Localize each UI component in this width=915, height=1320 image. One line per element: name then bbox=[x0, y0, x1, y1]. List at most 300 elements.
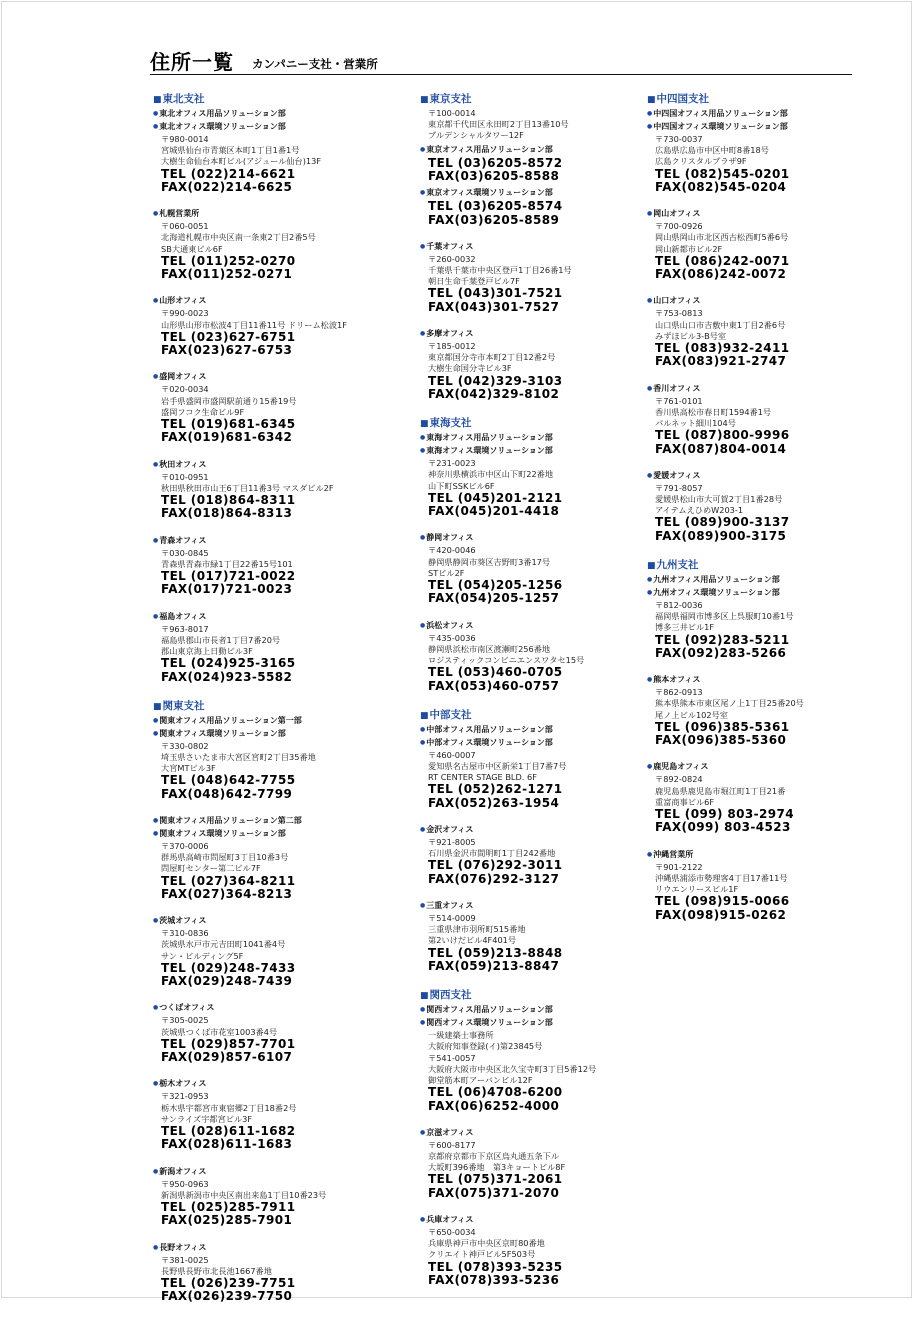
address-line: 〒753-0813 bbox=[655, 308, 703, 319]
office-entry bbox=[647, 108, 885, 194]
office-details bbox=[420, 750, 658, 810]
fax-number: FAX(054)205-1257 bbox=[428, 591, 560, 606]
address-line: 秋田県秋田市山王6丁目11番3号 マスダビル2F bbox=[161, 482, 334, 493]
address-line: 重富商事ビル6F bbox=[655, 796, 715, 807]
office-entry bbox=[420, 241, 658, 314]
address-line: 大阪府大阪市中央区北久宝寺町3丁目5番12号 bbox=[428, 1063, 597, 1074]
office-entry bbox=[420, 432, 658, 518]
address-line: 問屋町センター第二ビル7F bbox=[161, 863, 261, 874]
tel-number: TEL (048)642-7755 bbox=[161, 773, 296, 788]
office-name: ● 関東オフィス用品ソリューション第一部 bbox=[153, 715, 391, 728]
address-line: アイテムえひめW203-1 bbox=[655, 505, 744, 516]
tel-number: TEL (029)857-7701 bbox=[161, 1036, 296, 1051]
address-line: 〒321-0953 bbox=[161, 1091, 209, 1102]
office-name: ● 中四国オフィス環境ソリューション部 bbox=[647, 121, 885, 134]
office-name: ● 関東オフィス環境ソリューション部 bbox=[153, 728, 391, 741]
office-name: ● 中部オフィス環境ソリューション部 bbox=[420, 737, 658, 750]
fax-number: FAX(083)921-2747 bbox=[655, 354, 787, 369]
office-details bbox=[153, 1015, 391, 1064]
address-line: 〒185-0012 bbox=[428, 341, 476, 351]
tel-number: TEL (086)242-0071 bbox=[655, 253, 790, 268]
tel-number: TEL (083)932-2411 bbox=[655, 341, 790, 356]
tel-number: TEL (022)214-6621 bbox=[161, 166, 296, 181]
address-line: 〒305-0025 bbox=[161, 1015, 209, 1026]
office-entry bbox=[420, 724, 658, 810]
office-name: ● 茨城オフィス bbox=[153, 915, 391, 928]
office-name: ● 熊本オフィス bbox=[647, 674, 885, 687]
fax-number: FAX(022)214-6625 bbox=[161, 179, 293, 194]
office-entry bbox=[420, 144, 658, 184]
fax-number: FAX(011)252-0271 bbox=[161, 267, 293, 282]
address-line: 〒650-0034 bbox=[428, 1227, 476, 1238]
column-1 bbox=[153, 93, 391, 1320]
address-line: 〒892-0824 bbox=[655, 774, 703, 785]
fax-number: FAX(052)263-1954 bbox=[428, 795, 560, 810]
address-line: RT CENTER STAGE BLD. 6F bbox=[428, 772, 537, 783]
fax-number: FAX(023)627-6753 bbox=[161, 343, 293, 358]
office-name: ● 千葉オフィス bbox=[420, 241, 658, 254]
address-line: 〒030-0845 bbox=[161, 547, 209, 558]
office-name: ● 静岡オフィス bbox=[420, 532, 658, 545]
address-line: みずほビル3-B号室 bbox=[655, 330, 727, 341]
office-details bbox=[153, 548, 391, 597]
branch-title: ■ 九州支社 bbox=[647, 559, 885, 573]
branch-section bbox=[420, 417, 658, 693]
tel-number: TEL (028)611-1682 bbox=[161, 1124, 296, 1139]
tel-number: TEL (053)460-0705 bbox=[428, 665, 563, 680]
branch-title: ■ 中部支社 bbox=[420, 709, 658, 723]
office-entry bbox=[420, 108, 658, 142]
address-line: 〒761-0101 bbox=[655, 395, 703, 406]
office-entry bbox=[647, 208, 885, 281]
office-details bbox=[647, 687, 885, 747]
office-entry bbox=[420, 532, 658, 605]
office-details bbox=[153, 1091, 391, 1151]
office-details bbox=[420, 633, 658, 693]
column-2 bbox=[420, 93, 658, 1303]
fax-number: FAX(092)283-5266 bbox=[655, 645, 787, 660]
office-details bbox=[647, 774, 885, 834]
office-details bbox=[153, 134, 391, 194]
address-line: 広島クリスタルプラザ9F bbox=[655, 156, 747, 167]
office-name: ● 中部オフィス用品ソリューション部 bbox=[420, 724, 658, 737]
fax-number: FAX(099) 803-4523 bbox=[655, 820, 791, 835]
address-line: 新潟県新潟市中央区南出来島1丁目10番23号 bbox=[161, 1189, 327, 1200]
office-entry bbox=[420, 824, 658, 886]
office-entry bbox=[647, 849, 885, 922]
office-name: ● 福島オフィス bbox=[153, 611, 391, 624]
address-line: 〒901-2122 bbox=[655, 861, 703, 872]
office-name: ● 愛媛オフィス bbox=[647, 470, 885, 483]
office-entry bbox=[420, 1004, 658, 1113]
address-line: 〒231-0023 bbox=[428, 458, 476, 469]
office-entry bbox=[153, 715, 391, 801]
address-line: リウエンリースビル1F bbox=[655, 884, 739, 895]
address-line: 〒812-0036 bbox=[655, 600, 703, 611]
address-line: サンライズ宇都宮ビル3F bbox=[161, 1113, 253, 1124]
fax-number: FAX(087)804-0014 bbox=[655, 441, 787, 456]
address-line: 京都府京都市下京区烏丸通五条下ル bbox=[428, 1151, 560, 1162]
address-line: 〒921-8005 bbox=[428, 837, 476, 848]
office-details bbox=[153, 221, 391, 281]
address-line: 香川県高松市春日町1594番1号 bbox=[655, 406, 772, 417]
office-name: ● 青森オフィス bbox=[153, 535, 391, 548]
address-line: 〒514-0009 bbox=[428, 913, 476, 924]
office-name: ● 兵庫オフィス bbox=[420, 1214, 658, 1227]
office-name: ● 秋田オフィス bbox=[153, 459, 391, 472]
address-line: 〒541-0057 bbox=[428, 1052, 476, 1063]
fax-number: FAX(086)242-0072 bbox=[655, 267, 787, 282]
address-line: 埼玉県さいたま市大宮区宮町2丁目35番地 bbox=[161, 752, 316, 763]
office-details bbox=[420, 913, 658, 973]
office-name: ● 山口オフィス bbox=[647, 295, 885, 308]
office-entry bbox=[420, 187, 658, 227]
office-name: ● 多摩オフィス bbox=[420, 328, 658, 341]
office-name: ● 三重オフィス bbox=[420, 900, 658, 913]
office-entry bbox=[420, 328, 658, 401]
office-name: ● 盛岡オフィス bbox=[153, 371, 391, 384]
office-name: ● 関東オフィス環境ソリューション部 bbox=[153, 828, 391, 841]
office-name: ● 東北オフィス用品ソリューション部 bbox=[153, 108, 391, 121]
tel-number: TEL (089)900-3137 bbox=[655, 515, 790, 530]
office-entry bbox=[153, 108, 391, 194]
tel-number: TEL (087)800-9996 bbox=[655, 428, 790, 443]
office-details bbox=[420, 341, 658, 401]
fax-number: FAX(048)642-7799 bbox=[161, 786, 293, 801]
branch-title: ■ 関東支社 bbox=[153, 700, 391, 714]
address-line: 福岡県福岡市博多区上呉服町10番1号 bbox=[655, 611, 794, 622]
office-name: ● 栃木オフィス bbox=[153, 1078, 391, 1091]
address-line: 山形県山形市松波4丁目11番11号 ドリーム松波1F bbox=[161, 319, 347, 330]
tel-number: TEL (075)371-2061 bbox=[428, 1172, 563, 1187]
office-entry bbox=[153, 1078, 391, 1151]
address-line: 栃木県宇都宮市東宿郷2丁目18番2号 bbox=[161, 1102, 297, 1113]
office-entry bbox=[153, 1166, 391, 1228]
office-name: ● 九州オフィス用品ソリューション部 bbox=[647, 574, 885, 587]
tel-number: TEL (025)285-7911 bbox=[161, 1200, 296, 1215]
office-details bbox=[420, 1140, 658, 1200]
fax-number: FAX(019)681-6342 bbox=[161, 430, 293, 445]
fax-number: FAX(028)611-1683 bbox=[161, 1137, 293, 1152]
tel-number: TEL (03)6205-8572 bbox=[428, 155, 563, 170]
fax-number: FAX(018)864-8313 bbox=[161, 506, 293, 521]
office-details bbox=[420, 108, 658, 142]
office-details bbox=[420, 1227, 658, 1287]
office-entry bbox=[153, 611, 391, 684]
fax-number: FAX(078)393-5236 bbox=[428, 1272, 560, 1287]
office-entry bbox=[153, 295, 391, 357]
address-line: 〒460-0007 bbox=[428, 749, 476, 760]
tel-number: TEL (076)292-3011 bbox=[428, 858, 563, 873]
branch-title: ■ 関西支社 bbox=[420, 989, 658, 1003]
fax-number: FAX(089)900-3175 bbox=[655, 528, 787, 543]
address-line: 〒963-8017 bbox=[161, 623, 209, 634]
office-name: ● 香川オフィス bbox=[647, 383, 885, 396]
fax-number: FAX(017)721-0023 bbox=[161, 582, 293, 597]
branch-section bbox=[647, 93, 885, 543]
tel-number: TEL (059)213-8848 bbox=[428, 945, 563, 960]
office-details bbox=[153, 841, 391, 901]
tel-number: TEL (054)205-1256 bbox=[428, 578, 563, 593]
column-3 bbox=[647, 93, 885, 938]
office-entry bbox=[420, 1127, 658, 1200]
office-name: ● 中四国オフィス用品ソリューション部 bbox=[647, 108, 885, 121]
address-line: 三重県津市羽所町515番地 bbox=[428, 924, 526, 935]
address-line: 神奈川県横浜市中区山下町22番地 bbox=[428, 469, 554, 480]
address-line: 大樹生命国分寺ビル3F bbox=[428, 363, 512, 374]
address-line: 鹿児島県鹿児島市堀江町1丁目21番 bbox=[655, 785, 786, 796]
address-line: 〒060-0051 bbox=[161, 221, 209, 232]
address-line: 〒980-0014 bbox=[161, 134, 209, 144]
address-line: 〒010-0951 bbox=[161, 471, 209, 482]
tel-number: TEL (042)329-3103 bbox=[428, 373, 563, 388]
office-name: ● 沖縄営業所 bbox=[647, 849, 885, 862]
fax-number: FAX(027)364-8213 bbox=[161, 886, 293, 901]
office-details bbox=[647, 396, 885, 456]
address-line: 朝日生命千葉登戸ビル7F bbox=[428, 276, 520, 287]
fax-number: FAX(082)545-0204 bbox=[655, 179, 787, 194]
tel-number: TEL (03)6205-8574 bbox=[428, 199, 563, 214]
office-details bbox=[420, 200, 658, 227]
address-line: 大阪府知事登録(イ)第23845号 bbox=[428, 1041, 543, 1052]
address-line: 東京都国分寺市本町2丁目12番2号 bbox=[428, 352, 556, 363]
office-entry bbox=[153, 208, 391, 281]
office-details bbox=[153, 472, 391, 521]
office-entry bbox=[153, 1002, 391, 1064]
page-title: 住所一覧 bbox=[150, 50, 234, 74]
office-name: ● つくばオフィス bbox=[153, 1002, 391, 1015]
office-entry bbox=[153, 815, 391, 901]
address-line: 愛媛県松山市大可賀2丁目1番28号 bbox=[655, 494, 783, 505]
tel-number: TEL (023)627-6751 bbox=[161, 329, 296, 344]
address-line: 〒600-8177 bbox=[428, 1139, 476, 1150]
address-line: 山口県山口市吉敷中東1丁目2番6号 bbox=[655, 319, 786, 330]
branch-section bbox=[420, 93, 658, 401]
address-line: 茨城県水戸市元吉田町1041番4号 bbox=[161, 939, 286, 950]
office-details bbox=[420, 458, 658, 518]
fax-number: FAX(026)239-7750 bbox=[161, 1289, 293, 1304]
office-name: ● 長野オフィス bbox=[153, 1242, 391, 1255]
office-details bbox=[420, 545, 658, 605]
office-entry bbox=[153, 459, 391, 521]
office-details bbox=[647, 308, 885, 368]
tel-number: TEL (024)925-3165 bbox=[161, 656, 296, 671]
address-line: 青森県青森市緑1丁目22番15号101 bbox=[161, 558, 293, 569]
address-line: 熊本県熊本市東区尾ノ上1丁目25番20号 bbox=[655, 698, 804, 709]
branch-section bbox=[420, 989, 658, 1287]
tel-number: TEL (099) 803-2974 bbox=[655, 807, 795, 822]
address-line: 兵庫県神戸市中央区京町80番地 bbox=[428, 1238, 545, 1249]
address-line: 広島県広島市中区中町8番18号 bbox=[655, 145, 769, 156]
office-entry bbox=[420, 900, 658, 973]
address-line: クリエイト神戸ビル5F503号 bbox=[428, 1249, 536, 1260]
branch-title: ■ 東北支社 bbox=[153, 93, 391, 107]
address-line: 〒381-0025 bbox=[161, 1254, 209, 1265]
address-line: 〒420-0046 bbox=[428, 545, 476, 556]
fax-number: FAX(042)329-8102 bbox=[428, 386, 560, 401]
fax-number: FAX(075)371-2070 bbox=[428, 1185, 560, 1200]
address-line: 〒435-0036 bbox=[428, 632, 476, 643]
address-line: 東京都千代田区永田町2丁目13番10号 bbox=[428, 119, 569, 130]
address-line: 静岡県静岡市葵区吉野町3番17号 bbox=[428, 556, 551, 567]
address-line: パルネット細川104号 bbox=[655, 418, 736, 429]
fax-number: FAX(029)248-7439 bbox=[161, 974, 293, 989]
tel-number: TEL (06)4708-6200 bbox=[428, 1085, 563, 1100]
office-name: ● 東京オフィス用品ソリューション部 bbox=[420, 144, 658, 157]
office-name: ● 浜松オフィス bbox=[420, 620, 658, 633]
address-line: サン・ビルディング5F bbox=[161, 950, 244, 961]
address-line: 〒700-0926 bbox=[655, 221, 703, 232]
office-details bbox=[647, 483, 885, 543]
office-details bbox=[153, 384, 391, 444]
address-line: 〒330-0802 bbox=[161, 740, 209, 751]
address-line: 〒990-0023 bbox=[161, 308, 209, 319]
address-line: 静岡県浜松市南区渡瀬町256番地 bbox=[428, 643, 551, 654]
branch-section bbox=[420, 709, 658, 973]
office-name: ● 九州オフィス環境ソリューション部 bbox=[647, 587, 885, 600]
fax-number: FAX(03)6205-8588 bbox=[428, 168, 560, 183]
office-details bbox=[153, 1255, 391, 1304]
office-name: ● 東京オフィス環境ソリューション部 bbox=[420, 187, 658, 200]
address-line: 山下町SSKビル6F bbox=[428, 480, 495, 491]
tel-number: TEL (082)545-0201 bbox=[655, 166, 790, 181]
address-line: 〒020-0034 bbox=[161, 384, 209, 395]
office-details bbox=[647, 862, 885, 922]
office-entry bbox=[647, 383, 885, 456]
branch-title: ■ 東京支社 bbox=[420, 93, 658, 107]
tel-number: TEL (052)262-1271 bbox=[428, 782, 563, 797]
office-details bbox=[153, 741, 391, 801]
address-line: 〒370-0006 bbox=[161, 841, 209, 852]
branch-section bbox=[153, 93, 391, 684]
address-line: 〒730-0037 bbox=[655, 134, 703, 144]
address-line: 岡山県岡山市北区西古松西町5番6号 bbox=[655, 232, 789, 243]
tel-number: TEL (078)393-5235 bbox=[428, 1259, 563, 1274]
address-line: 石川県金沢市間明町1丁目242番地 bbox=[428, 848, 556, 859]
tel-number: TEL (019)681-6345 bbox=[161, 417, 296, 432]
address-line: 〒260-0032 bbox=[428, 253, 476, 264]
address-line: 福島県郡山市長者1丁目7番20号 bbox=[161, 634, 281, 645]
fax-number: FAX(024)923-5582 bbox=[161, 669, 293, 684]
tel-number: TEL (026)239-7751 bbox=[161, 1276, 296, 1291]
fax-number: FAX(076)292-3127 bbox=[428, 871, 560, 886]
fax-number: FAX(059)213-8847 bbox=[428, 958, 560, 973]
page-header bbox=[150, 50, 852, 75]
office-name: ● 鹿児島オフィス bbox=[647, 761, 885, 774]
office-name: ● 岡山オフィス bbox=[647, 208, 885, 221]
office-entry bbox=[647, 470, 885, 543]
office-details bbox=[153, 308, 391, 357]
address-line: 〒862-0913 bbox=[655, 687, 703, 698]
address-line: 一級建築士事務所 bbox=[428, 1030, 494, 1041]
fax-number: FAX(096)385-5360 bbox=[655, 733, 787, 748]
address-line: プルデンシャルタワー12F bbox=[428, 130, 524, 141]
office-details bbox=[153, 1179, 391, 1228]
branch-section bbox=[153, 700, 391, 1304]
office-entry bbox=[647, 295, 885, 368]
office-details bbox=[420, 837, 658, 886]
address-line: 尾ノ上ビル102号室 bbox=[655, 709, 728, 720]
address-line: 〒791-8057 bbox=[655, 482, 703, 493]
address-line: 長野県長野市北長池1667番地 bbox=[161, 1265, 272, 1276]
office-name: ● 新潟オフィス bbox=[153, 1166, 391, 1179]
office-name: ● 金沢オフィス bbox=[420, 824, 658, 837]
office-name: ● 山形オフィス bbox=[153, 295, 391, 308]
page-subtitle: カンパニー支社・営業所 bbox=[252, 57, 378, 71]
tel-number: TEL (017)721-0022 bbox=[161, 569, 296, 584]
office-details bbox=[420, 1030, 658, 1113]
office-entry bbox=[647, 674, 885, 747]
tel-number: TEL (011)252-0270 bbox=[161, 253, 296, 268]
address-line: 大宮MTビル3F bbox=[161, 763, 216, 774]
tel-number: TEL (045)201-2121 bbox=[428, 490, 563, 505]
address-line: 宮城県仙台市青葉区本町1丁目1番1号 bbox=[161, 145, 300, 156]
address-line: 第2いけだビル4F401号 bbox=[428, 935, 517, 946]
address-line: 〒100-0014 bbox=[428, 108, 476, 118]
office-details bbox=[153, 928, 391, 988]
fax-number: FAX(045)201-4418 bbox=[428, 504, 560, 519]
address-line: 大坂町396番地 第3キョートビル8F bbox=[428, 1162, 566, 1173]
fax-number: FAX(043)301-7527 bbox=[428, 299, 560, 314]
office-name: ● 関東オフィス用品ソリューション第二部 bbox=[153, 815, 391, 828]
tel-number: TEL (096)385-5361 bbox=[655, 719, 790, 734]
fax-number: FAX(03)6205-8589 bbox=[428, 212, 560, 227]
tel-number: TEL (029)248-7433 bbox=[161, 960, 296, 975]
office-name: ● 京滋オフィス bbox=[420, 1127, 658, 1140]
fax-number: FAX(025)285-7901 bbox=[161, 1213, 293, 1228]
branch-title: ■ 中四国支社 bbox=[647, 93, 885, 107]
branch-section bbox=[647, 559, 885, 922]
fax-number: FAX(098)915-0262 bbox=[655, 907, 787, 922]
office-entry bbox=[153, 915, 391, 988]
office-name: ● 関西オフィス用品ソリューション部 bbox=[420, 1004, 658, 1017]
office-name: ● 関西オフィス環境ソリューション部 bbox=[420, 1017, 658, 1030]
office-entry bbox=[420, 620, 658, 693]
address-line: 大樹生命仙台本町ビル(アジュール仙台)13F bbox=[161, 156, 322, 167]
office-entry bbox=[153, 1242, 391, 1304]
tel-number: TEL (027)364-8211 bbox=[161, 873, 296, 888]
office-details bbox=[420, 157, 658, 184]
tel-number: TEL (092)283-5211 bbox=[655, 632, 790, 647]
address-line: 〒950-0963 bbox=[161, 1178, 209, 1189]
office-entry bbox=[153, 535, 391, 597]
address-line: 岩手県盛岡市盛岡駅前通り15番19号 bbox=[161, 395, 297, 406]
address-line: 御堂筋本町アーバンビル12F bbox=[428, 1075, 533, 1086]
address-line: 郡山東京海上日動ビル3F bbox=[161, 646, 253, 657]
office-details bbox=[647, 221, 885, 281]
office-entry bbox=[153, 371, 391, 444]
office-name: ● 札幌営業所 bbox=[153, 208, 391, 221]
office-name: ● 東海オフィス環境ソリューション部 bbox=[420, 445, 658, 458]
address-line: 〒310-0836 bbox=[161, 928, 209, 939]
office-details bbox=[153, 624, 391, 684]
office-entry bbox=[420, 1214, 658, 1287]
office-entry bbox=[647, 761, 885, 834]
address-line: 愛知県名古屋市中区新栄1丁目7番7号 bbox=[428, 761, 567, 772]
address-line: 岡山新都市ビル2F bbox=[655, 243, 723, 254]
branch-title: ■ 東海支社 bbox=[420, 417, 658, 431]
office-details bbox=[420, 254, 658, 314]
address-line: ロジスティックコンビニエンスワタセ15号 bbox=[428, 655, 585, 666]
address-line: 北海道札幌市中央区南一条東2丁目2番5号 bbox=[161, 232, 316, 243]
tel-number: TEL (098)915-0066 bbox=[655, 894, 790, 909]
office-details bbox=[647, 134, 885, 194]
office-name: ● 東北オフィス環境ソリューション部 bbox=[153, 121, 391, 134]
address-line: SB大通東ビル6F bbox=[161, 243, 223, 254]
address-line: STビル2F bbox=[428, 567, 465, 578]
office-entry bbox=[647, 574, 885, 660]
address-line: 茨城県つくば市花室1003番4号 bbox=[161, 1026, 278, 1037]
